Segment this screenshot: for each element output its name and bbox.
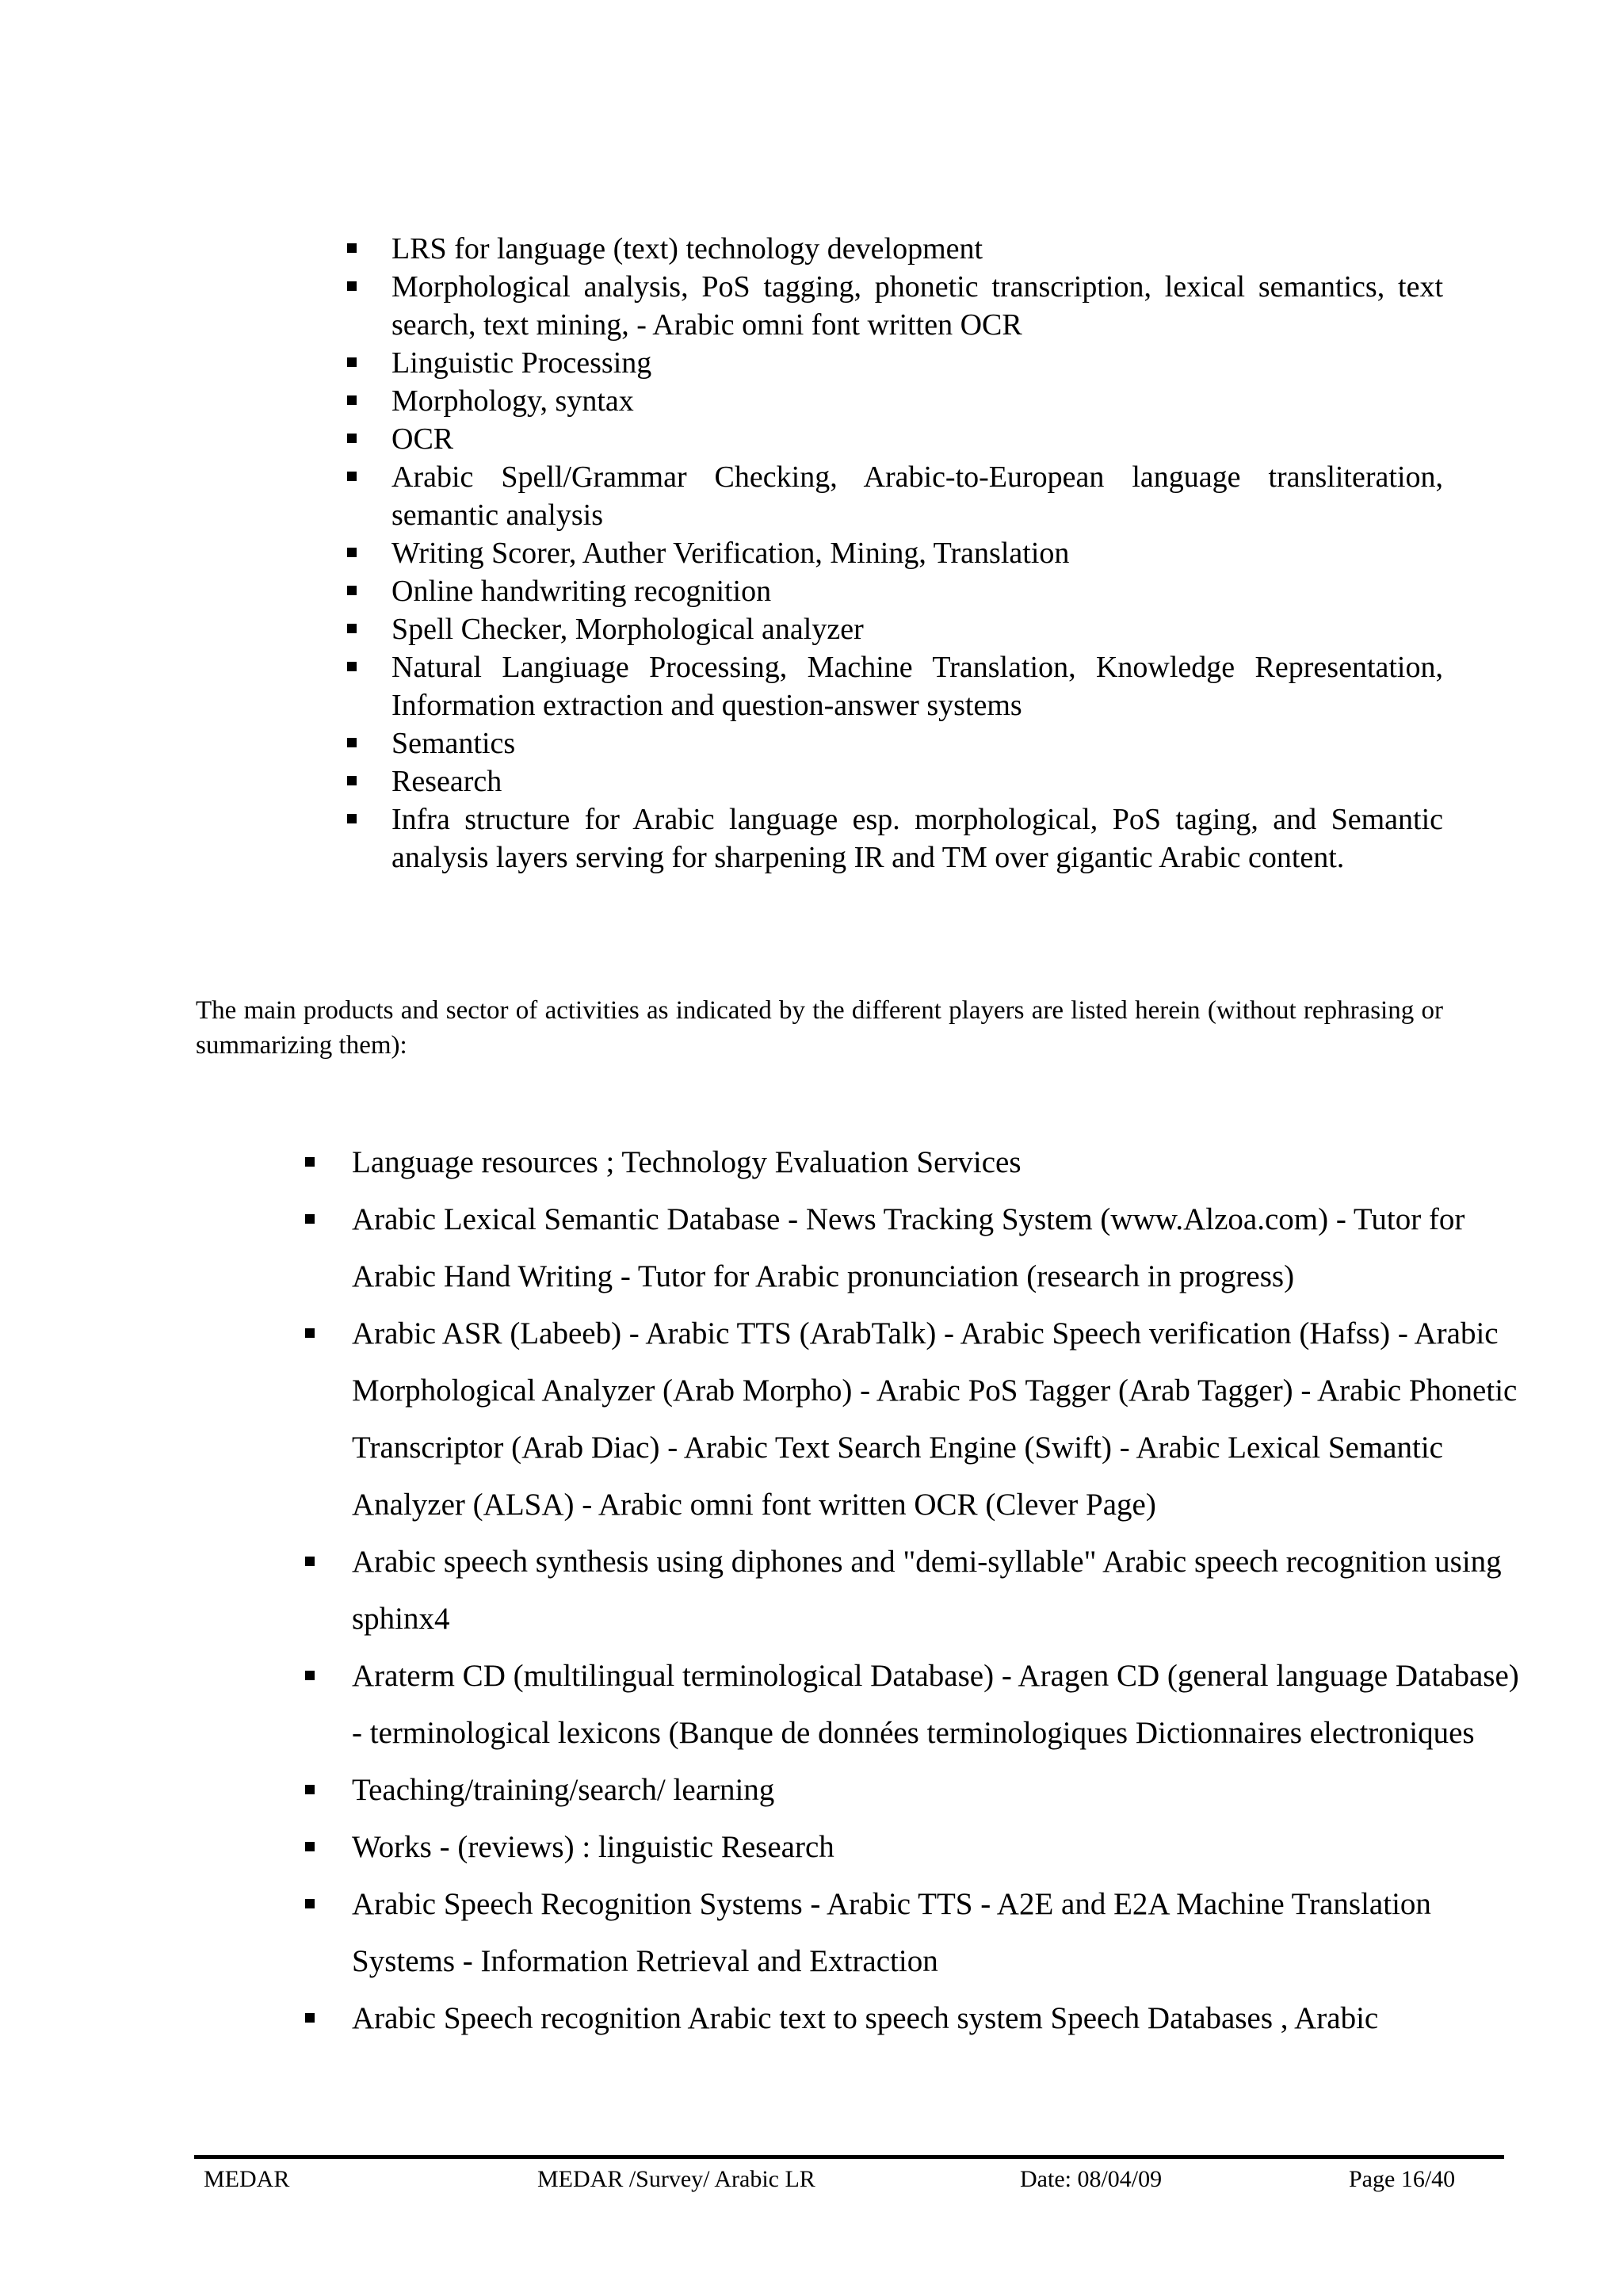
list-item-text: Linguistic Processing <box>391 346 652 380</box>
list-item <box>342 344 1443 382</box>
products-list <box>300 1134 1520 2047</box>
square-bullet-icon <box>305 1557 315 1566</box>
list-item-text: OCR <box>391 422 454 456</box>
list-item-text: Morphological analysis, PoS tagging, phonetic transcription, lexical semantics, text search, text mining, - Arabic omni font written OCR <box>391 270 1443 342</box>
list-item-text: Arabic Speech recognition Arabic text to speech system Speech Databases , Arabic <box>352 2001 1379 2035</box>
list-item-text: Language resources ; Technology Evaluation Services <box>352 1145 1022 1179</box>
square-bullet-icon <box>347 624 357 633</box>
list-item <box>300 1762 1520 1819</box>
square-bullet-icon <box>305 1214 315 1224</box>
list-item-text: LRS for language (text) technology development <box>391 232 983 266</box>
square-bullet-icon <box>347 281 357 291</box>
list-item <box>342 572 1443 610</box>
square-bullet-icon <box>305 1785 315 1794</box>
list-item <box>342 420 1443 458</box>
list-item-text: Arabic Speech Recognition Systems - Arabic TTS - A2E and E2A Machine Translation Systems - Information Retrieval and Extraction <box>352 1887 1431 1978</box>
list-item <box>342 800 1443 877</box>
list-item <box>342 610 1443 648</box>
list-item <box>300 1134 1520 1191</box>
list-item-text: Research <box>391 765 502 798</box>
footer-date: Date: 08/04/09 <box>1020 2166 1163 2192</box>
list-item-text: Writing Scorer, Auther Verification, Mining, Translation <box>391 537 1070 570</box>
intro-paragraph: The main products and sector of activities as indicated by the different players are listed herein (without rephrasing or summarizing them): <box>196 996 1443 1060</box>
footer-divider <box>194 2155 1504 2159</box>
list-item <box>300 1191 1520 1305</box>
list-item-text: Arabic Spell/Grammar Checking, Arabic-to-European language transliteration, semantic analysis <box>391 460 1443 532</box>
list-item-text: Araterm CD (multilingual terminological Database) - Aragen CD (general language Database) - terminological lexicons (Banque de données terminologiques Dictionnaires electroniques <box>352 1659 1519 1750</box>
footer-page-number: Page 16/40 <box>1349 2166 1456 2192</box>
list-item <box>342 458 1443 534</box>
square-bullet-icon <box>347 548 357 557</box>
square-bullet-icon <box>347 243 357 253</box>
footer-document-title: MEDAR /Survey/ Arabic LR <box>537 2166 815 2192</box>
list-item <box>342 230 1443 268</box>
list-item-text: Arabic ASR (Labeeb) - Arabic TTS (ArabTalk) - Arabic Speech verification (Hafss) - Arabic Morphological Analyzer (Arab Morpho) - Arabic PoS Tagger (Arab Tagger) - Arabic Phonetic Transcriptor (Arab Diac) - Arabic Text Search Engine (Swift) - Arabic Lexical Semantic Analyzer (ALSA) - Arabic omni font written OCR (Clever Page) <box>352 1316 1518 1522</box>
list-item-text: Online handwriting recognition <box>391 575 772 608</box>
square-bullet-icon <box>305 1157 315 1167</box>
list-item <box>300 1534 1520 1648</box>
research-topics-list <box>342 230 1443 877</box>
list-item <box>342 268 1443 344</box>
list-item-text: Arabic speech synthesis using diphones and "demi-syllable" Arabic speech recognition using sphinx4 <box>352 1545 1502 1636</box>
square-bullet-icon <box>305 1328 315 1338</box>
square-bullet-icon <box>305 1842 315 1851</box>
list-item <box>300 1876 1520 1990</box>
square-bullet-icon <box>305 1899 315 1908</box>
list-item-text: Morphology, syntax <box>391 384 634 418</box>
square-bullet-icon <box>305 2013 315 2023</box>
list-item <box>342 762 1443 800</box>
list-item <box>342 648 1443 724</box>
square-bullet-icon <box>347 434 357 443</box>
square-bullet-icon <box>347 814 357 823</box>
footer-org: MEDAR <box>204 2166 290 2192</box>
list-item-text: Teaching/training/search/ learning <box>352 1773 775 1807</box>
list-item <box>342 534 1443 572</box>
square-bullet-icon <box>347 738 357 747</box>
list-item-text: Works - (reviews) : linguistic Research <box>352 1830 834 1864</box>
list-item-text: Infra structure for Arabic language esp. morphological, PoS taging, and Semantic analysis layers serving for sharpening IR and TM over gigantic Arabic content. <box>391 803 1443 874</box>
square-bullet-icon <box>347 776 357 785</box>
list-item <box>300 1648 1520 1762</box>
list-item-text: Spell Checker, Morphological analyzer <box>391 613 864 646</box>
list-item <box>300 1819 1520 1876</box>
square-bullet-icon <box>347 357 357 367</box>
square-bullet-icon <box>305 1671 315 1680</box>
list-item-text: Arabic Lexical Semantic Database - News Tracking System (www.Alzoa.com) - Tutor for Arabic Hand Writing - Tutor for Arabic pronunciation (research in progress) <box>352 1202 1465 1293</box>
list-item <box>300 1305 1520 1534</box>
list-item <box>342 724 1443 762</box>
list-item-text: Natural Langiuage Processing, Machine Translation, Knowledge Representation, Information extraction and question-answer systems <box>391 651 1443 722</box>
list-item <box>342 382 1443 420</box>
square-bullet-icon <box>347 586 357 595</box>
square-bullet-icon <box>347 662 357 671</box>
square-bullet-icon <box>347 472 357 481</box>
square-bullet-icon <box>347 395 357 405</box>
list-item <box>300 1990 1520 2047</box>
list-item-text: Semantics <box>391 727 516 760</box>
